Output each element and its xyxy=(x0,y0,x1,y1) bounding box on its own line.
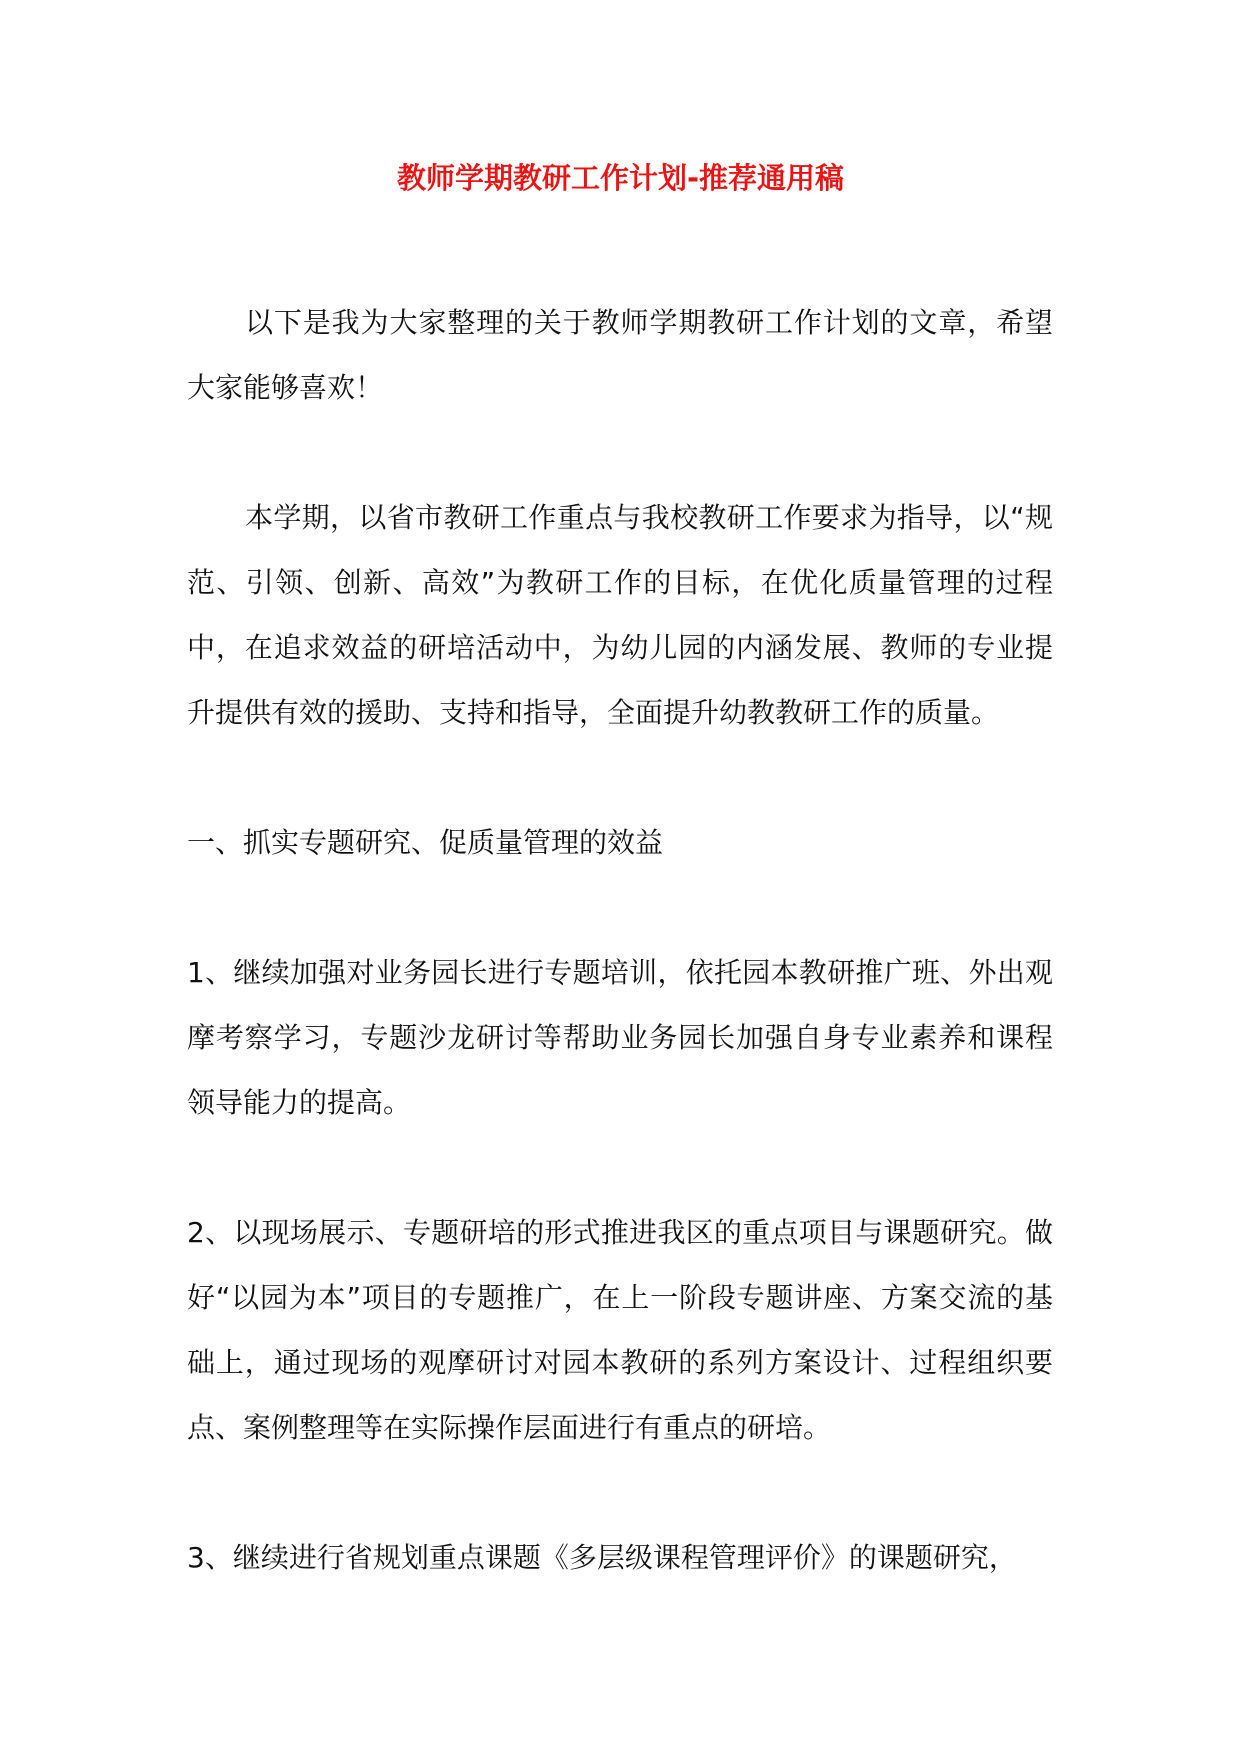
intro-paragraph: 以下是我为大家整理的关于教师学期教研工作计划的文章，希望大家能够喜欢！ xyxy=(187,306,1053,404)
document-body xyxy=(187,290,1053,1590)
list-item-1: 1、继续加强对业务园长进行专题培训，依托园本教研推广班、外出观摩考察学习，专题沙龙研讨等帮助业务园长加强自身专业素养和课程领导能力的提高。 xyxy=(187,956,1053,1119)
overview-paragraph: 本学期，以省市教研工作重点与我校教研工作要求为指导，以“规范、引领、创新、高效”为教研工作的目标，在优化质量管理的过程中，在追求效益的研培活动中，为幼儿园的内涵发展、教师的专业提升提供有效的援助、支持和指导，全面提升幼教教研工作的质量。 xyxy=(187,501,1053,729)
document-title: 教师学期教研工作计划-推荐通用稿 xyxy=(396,161,845,195)
list-item-2: 2、以现场展示、专题研培的形式推进我区的重点项目与课题研究。做好“以园为本”项目的专题推广，在上一阶段专题讲座、方案交流的基础上，通过现场的观摩研讨对园本教研的系列方案设计、过程组织要点、案例整理等在实际操作层面进行有重点的研培。 xyxy=(187,1216,1053,1444)
section-heading: 一、抓实专题研究、促质量管理的效益 xyxy=(187,826,664,859)
list-item-3: 3、继续进行省规划重点课题《多层级课程管理评价》的课题研究， xyxy=(187,1541,1017,1574)
